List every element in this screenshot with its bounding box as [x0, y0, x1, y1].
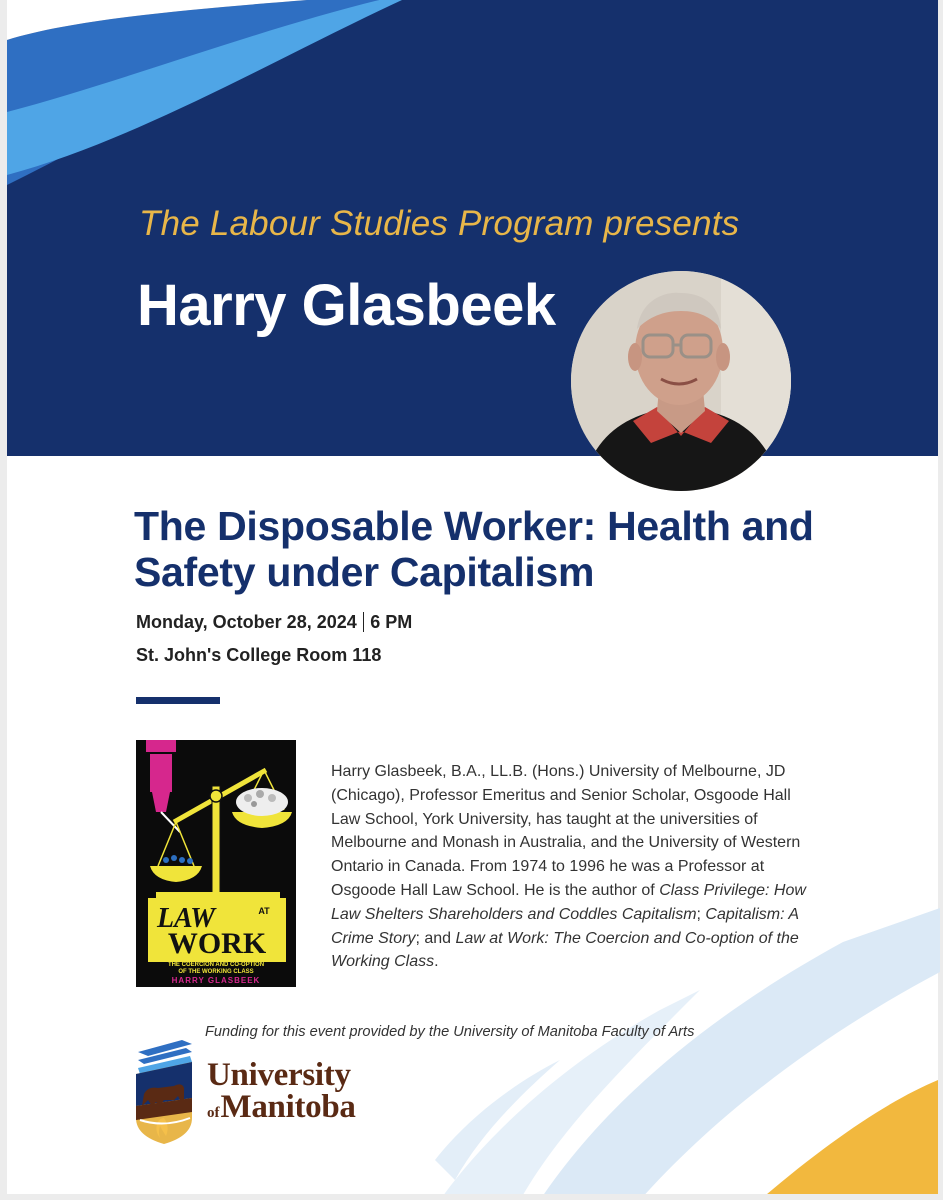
university-crest-icon: [134, 1040, 196, 1146]
bio-book-capitalism: Capitalism: A Crime Story: [331, 905, 799, 947]
university-name-line2: [207, 1089, 356, 1126]
event-venue: St. John's College Room 118: [136, 645, 382, 665]
bio-separator: ; and: [415, 929, 456, 947]
date-time-separator: [363, 612, 365, 632]
header-band: [7, 0, 938, 456]
bio-text: Harry Glasbeek, B.A., LL.B. (Hons.) University of Melbourne, JD (Chicago), Professor Emeritus and Senior Scholar, Osgoode Hall Law School, York University, has taught at the universities of Melbourne and Monash in Australia, and the University of Western Ontario in Canada. From 1974 to 1996 he was a Professor at Osgoode Hall Law School. He is the author of: [331, 763, 801, 899]
divider-rule: [136, 697, 220, 704]
speaker-name: Harry Glasbeek: [137, 273, 556, 338]
talk-title: The Disposable Worker: Health and Safety under Capitalism: [134, 503, 814, 595]
bio-book-law-at-work: Law at Work: The Coercion and Co-option of the Working Class: [331, 929, 799, 971]
book-title-line1: LAW: [156, 903, 216, 934]
presenter-line: The Labour Studies Program presents: [139, 204, 740, 243]
book-cover: [136, 740, 296, 987]
book-author: HARRY GLASBEEK: [171, 976, 261, 985]
bio-end: .: [434, 953, 439, 971]
university-name-manitoba: Manitoba: [220, 1089, 356, 1125]
book-title-at: AT: [258, 906, 270, 916]
event-date: Monday, October 28, 2024: [136, 612, 357, 632]
book-title-line2: WORK: [167, 927, 267, 960]
event-time: 6 PM: [370, 612, 413, 632]
bio-book-class-privilege: Class Privilege: How Law Shelters Shareholders and Coddles Capitalism: [331, 881, 806, 923]
university-name-of: of: [207, 1105, 220, 1121]
event-date-time: [136, 612, 412, 633]
book-subtitle-line2: OF THE WORKING CLASS: [178, 969, 254, 975]
speaker-bio: [331, 760, 811, 974]
university-name-line1: University: [207, 1057, 351, 1093]
bio-separator: ;: [696, 905, 706, 923]
page-frame-bottom: [0, 1194, 943, 1200]
speaker-portrait: [571, 271, 791, 491]
book-subtitle-line1: THE COERCION AND CO-OPTION: [167, 962, 265, 968]
funding-note: Funding for this event provided by the University of Manitoba Faculty of Arts: [205, 1024, 695, 1040]
